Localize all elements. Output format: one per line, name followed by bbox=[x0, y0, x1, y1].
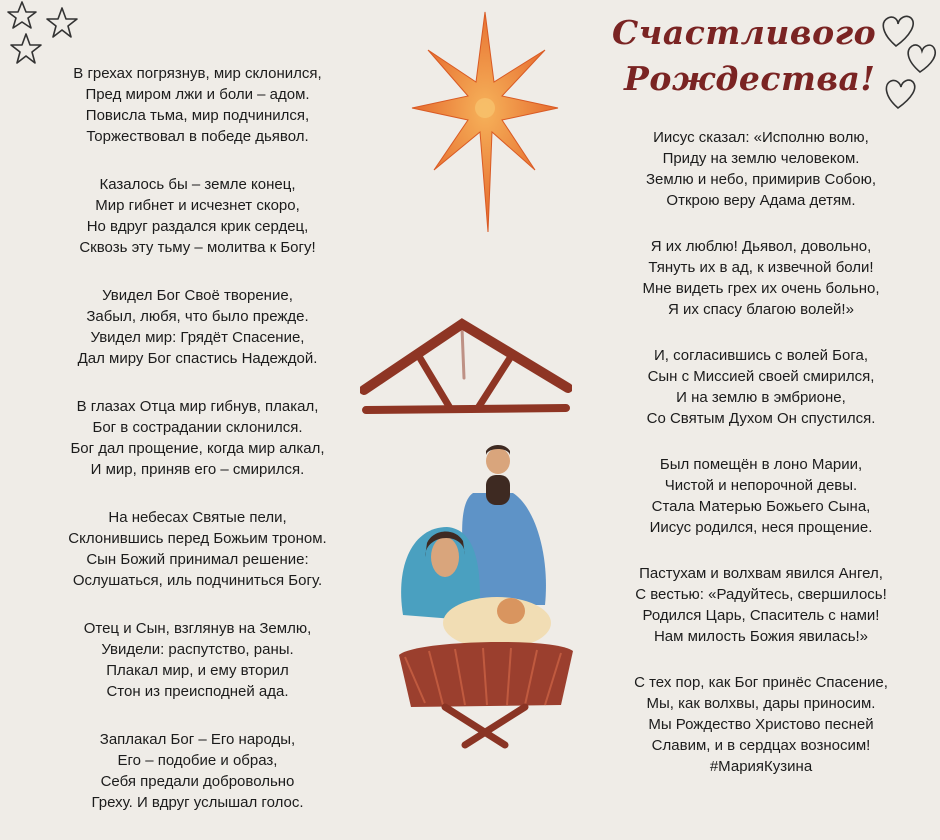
right-poem bbox=[585, 127, 937, 777]
poem-line: Стон из преисподней ада. bbox=[106, 683, 289, 700]
poem-stanza bbox=[585, 563, 937, 647]
poem-line: Себя предали добровольно bbox=[100, 773, 295, 790]
poem-stanza bbox=[20, 729, 375, 813]
poem-line: В глазах Отца мир гибнув, плакал, bbox=[76, 398, 319, 415]
poem-line: В грехах погрязнув, мир склонился, bbox=[73, 65, 322, 82]
heart-doodle-icon bbox=[876, 8, 938, 114]
poem-stanza bbox=[585, 672, 937, 777]
poem-line: Мне видеть грех их очень больно, bbox=[642, 280, 880, 297]
poem-line: Я их люблю! Дьявол, довольно, bbox=[650, 238, 872, 255]
poem-stanza bbox=[20, 618, 375, 702]
poem-line: Пред миром лжи и боли – адом. bbox=[85, 86, 310, 103]
poem-line: Чистой и непорочной девы. bbox=[664, 477, 858, 494]
poem-stanza bbox=[585, 236, 937, 320]
poem-line: И на землю в эмбрионе, bbox=[676, 389, 846, 406]
poem-stanza bbox=[585, 127, 937, 211]
poem-line: Но вдруг раздался крик сердец, bbox=[86, 218, 309, 235]
poem-line: Землю и небо, примирив Собою, bbox=[645, 171, 877, 188]
poem-line: И мир, приняв его – смирился. bbox=[90, 461, 305, 478]
poem-line: Сын Божий принимал решение: bbox=[86, 551, 309, 568]
poem-line: Приду на землю человеком. bbox=[662, 150, 860, 167]
poem-stanza bbox=[585, 345, 937, 429]
poem-line: Со Святым Духом Он спустился. bbox=[646, 410, 876, 427]
poem-stanza bbox=[20, 285, 375, 369]
poem-line: Нам милость Божия явилась!» bbox=[653, 628, 869, 645]
greeting-title-line-2: Рождества! bbox=[624, 59, 876, 98]
poem-line: Повисла тьма, мир подчинился, bbox=[85, 107, 310, 124]
poem-line: Родился Царь, Спаситель с нами! bbox=[642, 607, 880, 624]
holy-family-art bbox=[385, 445, 585, 750]
greeting-title-line-1: Счастливого bbox=[612, 13, 877, 52]
poem-line: Дал миру Бог спастись Надеждой. bbox=[77, 350, 318, 367]
poem-line: Я их спасу благою волей!» bbox=[668, 301, 854, 318]
poem-line: Мир гибнет и исчезнет скоро, bbox=[95, 197, 300, 214]
poem-stanza bbox=[585, 454, 937, 538]
greeting-title bbox=[612, 10, 877, 102]
poem-line: Славим, и в сердцах возносим! bbox=[651, 737, 871, 754]
poem-line: Заплакал Бог – Его народы, bbox=[99, 731, 296, 748]
poem-stanza bbox=[20, 396, 375, 480]
poem-line: Греху. И вдруг услышал голос. bbox=[91, 794, 304, 811]
poem-line: Пастухам и волхвам явился Ангел, bbox=[639, 565, 883, 582]
poem-line: На небесах Святые пели, bbox=[108, 509, 287, 526]
poem-line: Увидел Бог Своё творение, bbox=[102, 287, 293, 304]
poem-stanza bbox=[20, 174, 375, 258]
stable-roof-art bbox=[360, 318, 572, 422]
poem-line: Склонившись перед Божьим троном. bbox=[68, 530, 327, 547]
poem-line: Плакал мир, и ему вторил bbox=[106, 662, 289, 679]
poem-line: Казалось бы – земле конец, bbox=[99, 176, 296, 193]
poem-line: Его – подобие и образ, bbox=[117, 752, 278, 769]
poem-line: И, согласившись с волей Бога, bbox=[653, 347, 869, 364]
poem-line: Забыл, любя, что было прежде. bbox=[86, 308, 309, 325]
poem-line: Бог в сострадании склонился. bbox=[92, 419, 303, 436]
poem-line: Бог дал прощение, когда мир алкал, bbox=[70, 440, 325, 457]
poem-line: Увидел мир: Грядёт Спасение, bbox=[90, 329, 305, 346]
poem-line: Отец и Сын, взглянув на Землю, bbox=[83, 620, 312, 637]
poem-line: Иисус сказал: «Исполню волю, bbox=[653, 129, 869, 146]
author-hashtag: #МарияКузина bbox=[709, 758, 813, 775]
poem-line: Стала Матерью Божьего Сына, bbox=[651, 498, 871, 515]
poem-line: Иисус родился, неся прощение. bbox=[649, 519, 873, 536]
christmas-star-art bbox=[410, 10, 560, 235]
poem-line: Мы, как волхвы, дары приносим. bbox=[646, 695, 876, 712]
poem-line: Сквозь эту тьму – молитва к Богу! bbox=[79, 239, 316, 256]
poem-line: Торжествовал в победе дьявол. bbox=[86, 128, 309, 145]
poem-line: Увидели: распутство, раны. bbox=[101, 641, 294, 658]
left-poem bbox=[20, 63, 375, 840]
poem-line: Мы Рождество Христово песней bbox=[648, 716, 874, 733]
poem-line: С вестью: «Радуйтесь, свершилось! bbox=[635, 586, 887, 603]
poem-line: Открою веру Адама детям. bbox=[666, 192, 856, 209]
poem-line: С тех пор, как Бог принёс Спасение, bbox=[634, 674, 888, 691]
poem-stanza bbox=[20, 507, 375, 591]
star-doodle-icon bbox=[4, 0, 84, 70]
poem-line: Был помещён в лоно Марии, bbox=[659, 456, 863, 473]
poem-line: Тянуть их в ад, к извечной боли! bbox=[648, 259, 874, 276]
poem-line: Ослушаться, иль подчиниться Богу. bbox=[72, 572, 323, 589]
poem-stanza bbox=[20, 63, 375, 147]
poem-line: Сын с Миссией своей смирился, bbox=[647, 368, 875, 385]
